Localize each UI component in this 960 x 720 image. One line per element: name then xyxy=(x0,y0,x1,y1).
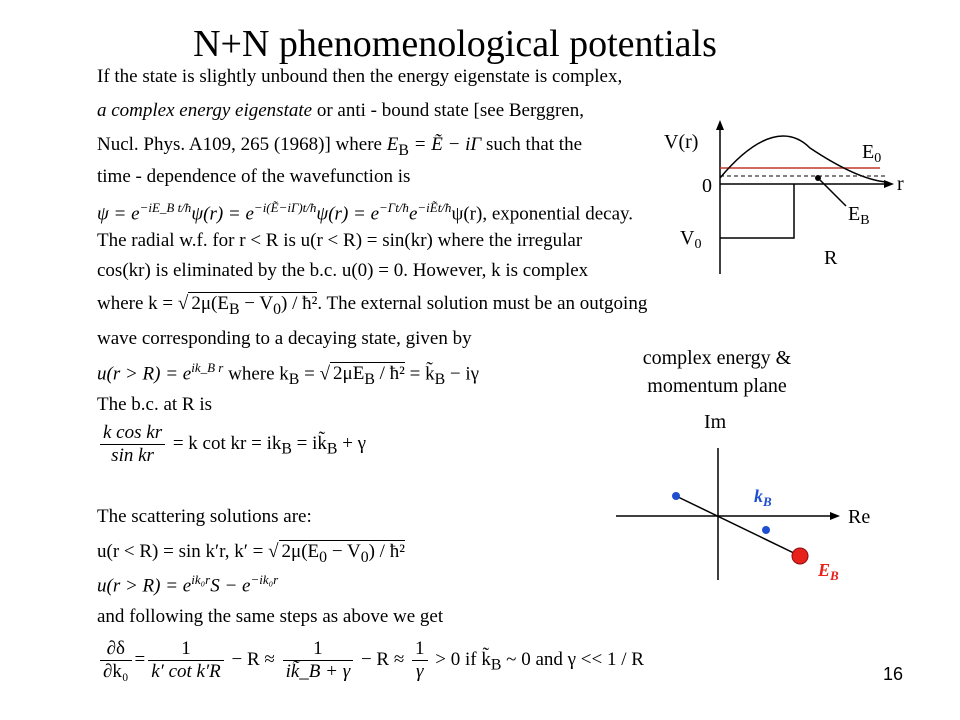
text-line-7: cos(kr) is eliminated by the b.c. u(0) = 0. However, k is complex xyxy=(97,260,589,281)
text-line-3-e: such that the xyxy=(481,134,583,155)
equation-scattering-outer xyxy=(97,572,278,597)
eq5-d: −i(Ẽ−iΓ)t/ħ xyxy=(253,200,317,215)
potential-diagram xyxy=(650,120,910,280)
eq17-e: − R ≈ xyxy=(356,648,410,670)
kb-label xyxy=(754,486,772,509)
emphasis-complex-eigenstate: a complex energy eigenstate xyxy=(97,100,313,121)
eq8-g: . The external solution must be an outgoing xyxy=(317,293,648,314)
complex-plane-diagram xyxy=(610,410,900,590)
fraction-gamma-den: γ xyxy=(416,661,424,682)
kb-conjugate-dot xyxy=(672,492,680,500)
eq10-e: = xyxy=(299,363,320,385)
eq15-c: S − e xyxy=(210,575,251,597)
eq10-a: u(r > R) = e xyxy=(97,363,192,385)
eq5-b: −iE_B t/ħ xyxy=(139,200,192,215)
fraction-gamma xyxy=(412,638,428,683)
eb-complex-label xyxy=(817,560,839,583)
fraction-ikb-den: ik̃_B + γ xyxy=(285,661,351,682)
fraction-bc xyxy=(100,422,165,467)
eq10-i: = k̃ xyxy=(404,363,435,385)
v0-label xyxy=(680,227,701,252)
eb-label-sub: B xyxy=(860,213,870,228)
text-line-11: The b.c. at R is xyxy=(97,394,213,415)
zero-label: 0 xyxy=(702,175,712,197)
equation-wavefunction-time xyxy=(97,200,633,225)
eq8-e: 0 xyxy=(273,300,282,318)
fraction-ikb-num: 1 xyxy=(283,638,354,661)
fraction-ddelta-den: ∂k₀ xyxy=(103,661,129,682)
r-axis-label: r xyxy=(897,173,904,195)
potential-y-axis-arrow xyxy=(716,120,724,130)
eq12-d: = ik̃ xyxy=(291,432,327,454)
text-line-1: If the state is slightly unbound then the energy eigenstate is complex, xyxy=(97,66,623,87)
eb-pointer-line xyxy=(818,178,846,206)
eq5-f: −Γt/ħ xyxy=(379,200,409,215)
text-line-2-rest: or anti - bound state [see Berggren, xyxy=(312,100,584,121)
im-label: Im xyxy=(704,411,727,433)
page-number: 16 xyxy=(883,664,904,684)
eq14-c: 0 xyxy=(319,548,328,566)
eq8-d: − V xyxy=(239,293,274,314)
sqrt-group xyxy=(188,292,317,319)
eq14-d: − V xyxy=(327,541,361,562)
eq5-h: −iẼt/ħ xyxy=(417,200,452,215)
eq14-b: 2μ(E xyxy=(281,541,320,562)
e0-label-sub: 0 xyxy=(874,151,882,166)
sqrt-group-3 xyxy=(279,540,405,567)
caption-line-1: complex energy & xyxy=(642,347,792,369)
fraction-cot-num: 1 xyxy=(148,638,224,661)
fraction-ikb xyxy=(283,638,354,683)
slide-title: N+N phenomenological potentials xyxy=(193,23,717,65)
text-line-6: The radial w.f. for r < R is u(r < R) = sin(kr) where the irregular xyxy=(97,230,583,251)
eq17-h: B xyxy=(490,656,502,674)
eq12-e: B xyxy=(326,440,338,458)
eq10-h: / ħ² xyxy=(374,363,405,385)
eq12-c: B xyxy=(281,440,292,458)
eq14-f: ) / ħ² xyxy=(368,541,405,562)
e0-label xyxy=(862,141,881,166)
v0-label-sub: 0 xyxy=(694,237,702,252)
eq5-a: ψ = e xyxy=(97,203,140,225)
real-axis-arrow xyxy=(830,512,840,520)
equation-phase-derivative: $\frac{\partial\delta}{\text{∂k₀}}$ = $\frac{1}{\text{k′ cot k′R}}$ − R ≈ $\frac{1}{ik̃\_B + \gamma}$ − R ≈ $\frac{1}{\gamma}$ > 0 if $k̃_B$ ~ 0 and γ << 1 / R xyxy=(97,638,644,683)
text-line-13: The scattering solutions are: xyxy=(97,506,312,527)
equation-boundary-condition xyxy=(97,422,366,467)
eb-label-main: E xyxy=(848,203,861,225)
eq15-a: u(r > R) = e xyxy=(97,575,192,597)
eq8-b: 2μ(E xyxy=(191,293,229,314)
eq15-b: ik₀r xyxy=(191,572,211,587)
caption-line-2: momentum plane xyxy=(647,375,787,397)
text-line-3 xyxy=(97,134,582,160)
kb-label-sub: B xyxy=(763,494,772,509)
kb-dot xyxy=(762,526,770,534)
fraction-ddelta-num: ∂δ xyxy=(100,638,132,661)
eb-complex-label-sub: B xyxy=(830,568,839,583)
eq10-j: B xyxy=(434,371,446,389)
pole-line xyxy=(676,496,800,556)
text-line-16: and following the same steps as above we get xyxy=(97,606,444,627)
eq15-d: −ik₀r xyxy=(250,572,279,587)
equation-outgoing-wave: $u(r > R) = e^{ik\_B r}$ where $k_B$ = √ $2\mu E_B$ / ħ² = $k̃_B - i\gamma$ xyxy=(97,360,480,389)
eq5-i: ψ(r), exponential decay. xyxy=(451,203,634,225)
text-line-9: wave corresponding to a decaying state, given by xyxy=(97,328,472,349)
text-line-3-a: Nucl. Phys. A109, 265 (1968)] where xyxy=(97,134,387,155)
complex-plane-caption xyxy=(612,344,822,400)
fraction-ddelta xyxy=(100,638,132,683)
eq12-f: + γ xyxy=(337,432,367,454)
eb-subscript: B xyxy=(398,141,409,159)
eq10-c: where k xyxy=(223,363,289,385)
eq17-c: − R ≈ xyxy=(226,648,280,670)
eb-label xyxy=(848,203,870,228)
equation-scattering-inner: u(r < R) = sin k′r, k′ = √ $2\mu(E_0 - V_0)$ / ħ² xyxy=(97,541,405,566)
eq8-c: B xyxy=(228,300,240,318)
eq10-g: B xyxy=(364,371,375,389)
eq8-f: ) / ħ² xyxy=(281,293,318,314)
fraction-gamma-num: 1 xyxy=(412,638,428,661)
sqrt-group-2 xyxy=(330,362,405,389)
fraction-cot xyxy=(148,638,224,683)
eq10-d: B xyxy=(288,371,300,389)
eb-symbol: E xyxy=(386,134,399,155)
eq14-a: u(r < R) = sin k′r, k′ = xyxy=(97,541,269,562)
eq5-g: e xyxy=(408,203,418,225)
v-of-r-label: V(r) xyxy=(664,131,699,153)
fraction-cot-den: k′ cot k′R xyxy=(151,661,221,682)
fraction-bc-den: sin kr xyxy=(111,445,154,466)
equation-k-definition: where k = √ $2\mu(E_B - V_0)$ / ħ². The external solution must be an outgoing xyxy=(97,293,648,318)
eq8-a: where k = xyxy=(97,293,178,314)
eq17-i: ~ 0 and γ << 1 / R xyxy=(501,648,644,670)
fraction-bc-num: k cos kr xyxy=(100,422,165,445)
text-line-2 xyxy=(97,100,584,122)
r-radius-label: R xyxy=(824,247,838,269)
eb-complex-label-main: E xyxy=(818,560,831,580)
eq10-f: 2μE xyxy=(333,363,365,385)
eq5-c: ψ(r) = e xyxy=(191,203,254,225)
e0-label-main: E xyxy=(862,141,875,163)
text-line-4: time - dependence of the wavefunction is xyxy=(97,166,411,187)
eq10-b: ik_B r xyxy=(191,360,224,375)
eq14-e: 0 xyxy=(360,548,369,566)
kb-label-main: k xyxy=(754,486,763,506)
eq12-b: = k cot kr = ik xyxy=(168,432,282,454)
eq17-g: > 0 if k̃ xyxy=(430,648,491,670)
eq10-k: − iγ xyxy=(445,363,480,385)
eb-dot xyxy=(792,548,808,564)
eb-definition: = Ẽ − iΓ xyxy=(408,134,482,155)
eq5-e: ψ(r) = e xyxy=(316,203,380,225)
well-boundary xyxy=(720,184,794,238)
re-label: Re xyxy=(848,506,871,528)
v0-label-main: V xyxy=(680,227,695,249)
